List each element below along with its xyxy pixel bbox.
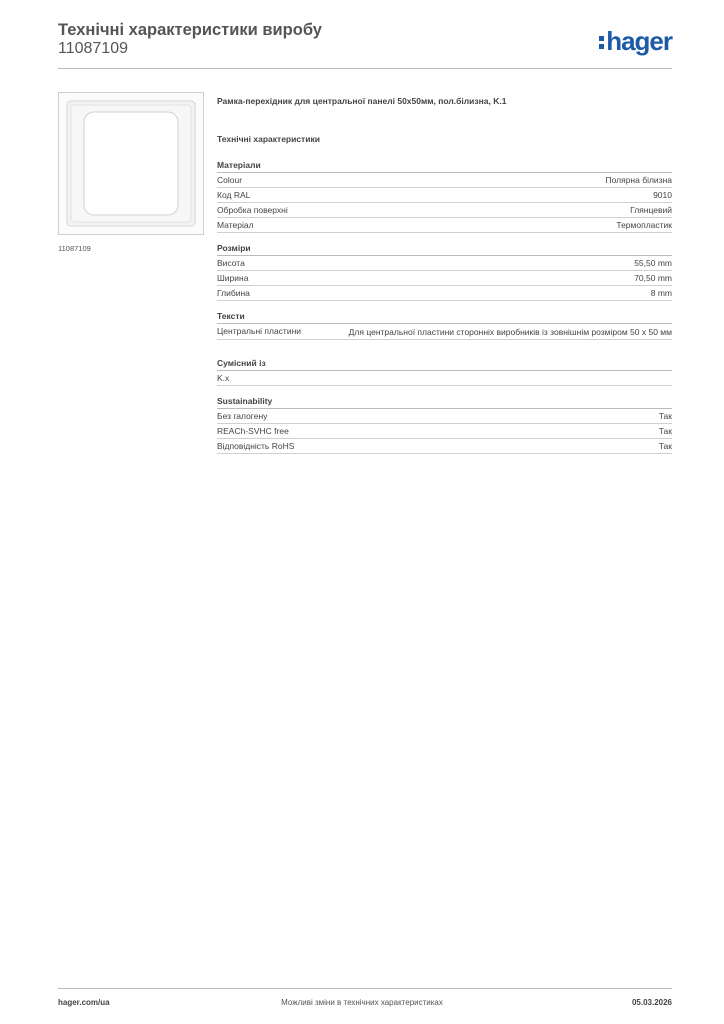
spec-value: 9010	[653, 190, 672, 200]
logo-dots-icon	[599, 36, 604, 52]
spec-value: 8 mm	[650, 288, 672, 298]
spec-value: Термопластик	[616, 220, 672, 230]
product-name: Рамка-перехідник для центральної панелі 50х50мм, пол.білизна, K.1	[217, 96, 507, 106]
footer-disclaimer: Можливі зміни в технічних характеристиках	[281, 998, 443, 1007]
spec-label: Обробка поверхні	[217, 205, 288, 215]
group-texts	[217, 311, 672, 340]
spec-value: 55,50 mm	[634, 258, 672, 268]
spec-label: Відповідність RoHS	[217, 441, 295, 451]
frame-adapter-icon	[59, 93, 203, 234]
header-divider	[58, 68, 672, 69]
spec-row	[217, 188, 672, 203]
spec-row	[217, 256, 672, 271]
spec-row	[217, 286, 672, 301]
spec-value: Для центральної пластини сторонніх виробників із зовнішнім розміром 50 х 50 мм	[348, 327, 672, 337]
spec-row	[217, 324, 672, 340]
spec-row	[217, 409, 672, 424]
spec-heading: Технічні характеристики	[217, 134, 320, 144]
group-title: Розміри	[217, 243, 672, 256]
spec-label: Ширина	[217, 273, 249, 283]
spec-row	[217, 173, 672, 188]
spec-label: Матеріал	[217, 220, 254, 230]
group-materials	[217, 160, 672, 233]
spec-row	[217, 218, 672, 233]
group-compatible	[217, 358, 672, 386]
footer-divider	[58, 988, 672, 989]
spec-value: Так	[658, 426, 672, 436]
spec-label: Без галогену	[217, 411, 268, 421]
logo-text: hager	[606, 26, 672, 56]
spec-value: Полярна білизна	[605, 175, 672, 185]
spec-value: Так	[658, 411, 672, 421]
hager-logo	[599, 28, 672, 54]
spec-row	[217, 371, 672, 386]
spec-row	[217, 424, 672, 439]
group-title: Sustainability	[217, 396, 672, 409]
group-title: Сумісний із	[217, 358, 672, 371]
spec-value: Так	[658, 441, 672, 451]
spec-label: Висота	[217, 258, 245, 268]
footer-website-link[interactable]: hager.com/ua	[58, 998, 110, 1007]
spec-label: Код RAL	[217, 190, 251, 200]
product-image	[58, 92, 204, 235]
spec-label: K.x	[217, 373, 230, 383]
product-code: 11087109	[58, 40, 128, 57]
footer-date: 05.03.2026	[631, 998, 672, 1007]
spec-row	[217, 203, 672, 218]
spec-label: Глибина	[217, 288, 250, 298]
group-dimensions	[217, 243, 672, 301]
spec-value: 70,50 mm	[634, 273, 672, 283]
group-sustainability	[217, 396, 672, 454]
spec-value: Глянцевий	[630, 205, 672, 215]
group-title: Матеріали	[217, 160, 672, 173]
spec-content	[217, 90, 672, 454]
image-caption: 11087109	[58, 244, 91, 253]
group-title: Тексти	[217, 311, 672, 324]
spec-label: Центральні пластини	[217, 326, 302, 336]
spec-label: REACh-SVHC free	[217, 426, 289, 436]
spec-row	[217, 439, 672, 454]
page-title: Технічні характеристики виробу	[58, 21, 322, 39]
spec-row	[217, 271, 672, 286]
spec-label: Colour	[217, 175, 243, 185]
